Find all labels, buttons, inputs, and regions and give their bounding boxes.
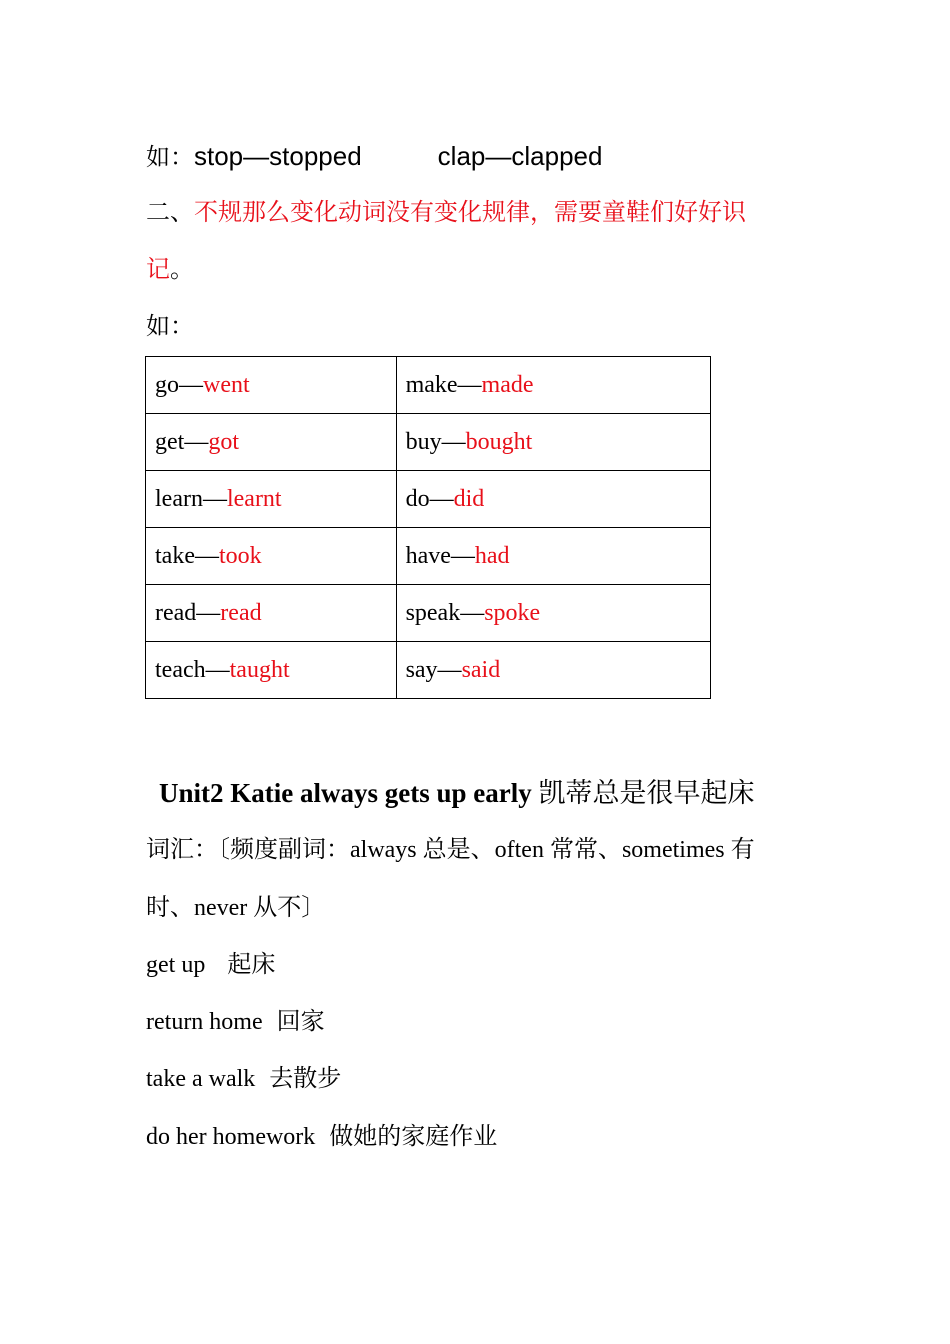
rule-two-continuation [146,255,194,285]
verb-cell: learn—learnt [146,471,397,528]
unit2-heading [159,776,754,810]
phrase-cn: 起床 [227,952,276,978]
verb-cell: buy—bought [396,414,710,471]
phrase-en: get up [146,952,206,978]
phrase-cn: 去散步 [269,1066,342,1092]
table-row [146,642,711,699]
verb-cell: speak—spoke [396,585,710,642]
verb-cell: do—did [396,471,710,528]
verb-cell: read—read [146,585,397,642]
verb-cell: go—went [146,357,397,414]
rule-two-number: 二、 [146,200,194,226]
example-clap: clap—clapped [437,141,603,171]
table-row [146,357,711,414]
rule-two-end: 。 [170,257,194,283]
table-row [146,471,711,528]
rule-two-continuation-text: 记 [146,257,170,283]
rule-two-line [146,198,746,228]
example-stop: stop—stopped [194,141,362,171]
phrase-item [146,950,275,980]
example-prefix: 如： [146,145,194,171]
verb-cell: teach—taught [146,642,397,699]
phrase-cn: 回家 [276,1009,325,1035]
phrase-item [146,1122,497,1152]
example-line [146,141,602,173]
verb-cell: say—said [396,642,710,699]
table-intro: 如： [146,314,194,340]
vocab-intro-line2: 时、never 从不〕 [146,895,326,921]
table-row [146,528,711,585]
phrase-item [146,1007,325,1037]
irregular-verbs-table [145,356,711,699]
vocab-intro-line1: 词汇：〔频度副词：always 总是、often 常常、sometimes 有 [146,837,755,863]
phrase-en: return home [146,1009,263,1035]
verb-cell: get—got [146,414,397,471]
phrase-en: do her homework [146,1124,316,1150]
phrase-cn: 做她的家庭作业 [329,1124,498,1150]
unit2-title-cn: 凯蒂总是很早起床 [538,778,755,808]
phrase-en: take a walk [146,1066,256,1092]
verb-cell: have—had [396,528,710,585]
unit2-title-en: Unit2 Katie always gets up early [159,778,532,808]
phrase-item [146,1064,341,1094]
table-row [146,585,711,642]
verb-cell: make—made [396,357,710,414]
rule-two-text: 不规那么变化动词没有变化规律，需要童鞋们好好识 [194,200,746,226]
table-row [146,414,711,471]
verb-cell: take—took [146,528,397,585]
